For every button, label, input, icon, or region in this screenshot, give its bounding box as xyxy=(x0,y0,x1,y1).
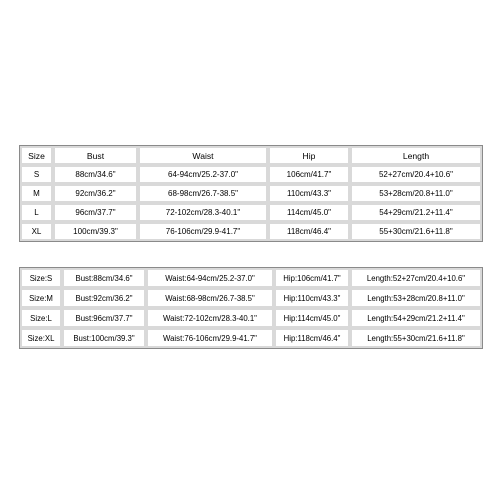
cell-size: XL xyxy=(20,222,53,241)
cell-length: 54+29cm/21.2+11.4" xyxy=(350,203,482,222)
header-length: Length xyxy=(350,146,482,165)
table-row xyxy=(20,222,482,241)
cell-bust: Bust:96cm/37.7" xyxy=(62,308,146,328)
table-row xyxy=(20,165,482,184)
cell-waist: 64-94cm/25.2-37.0" xyxy=(138,165,268,184)
cell-hip: 110cm/43.3" xyxy=(268,184,350,203)
cell-waist: Waist:76-106cm/29.9-41.7" xyxy=(146,328,274,348)
table-row xyxy=(20,184,482,203)
cell-length: 53+28cm/20.8+11.0" xyxy=(350,184,482,203)
header-size: Size xyxy=(20,146,53,165)
cell-hip: 106cm/41.7" xyxy=(268,165,350,184)
table-row xyxy=(20,288,482,308)
table-row xyxy=(20,328,482,348)
table-row xyxy=(20,203,482,222)
size-chart-table xyxy=(19,145,483,242)
cell-hip: 118cm/46.4" xyxy=(268,222,350,241)
cell-bust: Bust:100cm/39.3" xyxy=(62,328,146,348)
cell-length: Length:54+29cm/21.2+11.4" xyxy=(350,308,482,328)
cell-waist: Waist:72-102cm/28.3-40.1" xyxy=(146,308,274,328)
cell-hip: Hip:114cm/45.0" xyxy=(274,308,350,328)
cell-waist: 76-106cm/29.9-41.7" xyxy=(138,222,268,241)
table-row xyxy=(20,268,482,288)
cell-size: Size:L xyxy=(20,308,62,328)
labeled-size-chart-table xyxy=(19,267,483,349)
cell-waist: 68-98cm/26.7-38.5" xyxy=(138,184,268,203)
cell-waist: 72-102cm/28.3-40.1" xyxy=(138,203,268,222)
table-header-row xyxy=(20,146,482,165)
cell-waist: Waist:64-94cm/25.2-37.0" xyxy=(146,268,274,288)
cell-size: Size:S xyxy=(20,268,62,288)
cell-bust: 88cm/34.6" xyxy=(53,165,138,184)
cell-hip: Hip:106cm/41.7" xyxy=(274,268,350,288)
cell-hip: Hip:110cm/43.3" xyxy=(274,288,350,308)
cell-size: S xyxy=(20,165,53,184)
cell-waist: Waist:68-98cm/26.7-38.5" xyxy=(146,288,274,308)
cell-bust: 92cm/36.2" xyxy=(53,184,138,203)
cell-length: 55+30cm/21.6+11.8" xyxy=(350,222,482,241)
table-row xyxy=(20,308,482,328)
cell-size: Size:M xyxy=(20,288,62,308)
cell-hip: 114cm/45.0" xyxy=(268,203,350,222)
cell-length: Length:53+28cm/20.8+11.0" xyxy=(350,288,482,308)
cell-length: Length:52+27cm/20.4+10.6" xyxy=(350,268,482,288)
header-bust: Bust xyxy=(53,146,138,165)
cell-size: Size:XL xyxy=(20,328,62,348)
cell-bust: Bust:92cm/36.2" xyxy=(62,288,146,308)
cell-bust: Bust:88cm/34.6" xyxy=(62,268,146,288)
header-hip: Hip xyxy=(268,146,350,165)
cell-length: 52+27cm/20.4+10.6" xyxy=(350,165,482,184)
cell-length: Length:55+30cm/21.6+11.8" xyxy=(350,328,482,348)
header-waist: Waist xyxy=(138,146,268,165)
cell-bust: 100cm/39.3" xyxy=(53,222,138,241)
cell-size: M xyxy=(20,184,53,203)
cell-size: L xyxy=(20,203,53,222)
cell-bust: 96cm/37.7" xyxy=(53,203,138,222)
cell-hip: Hip:118cm/46.4" xyxy=(274,328,350,348)
